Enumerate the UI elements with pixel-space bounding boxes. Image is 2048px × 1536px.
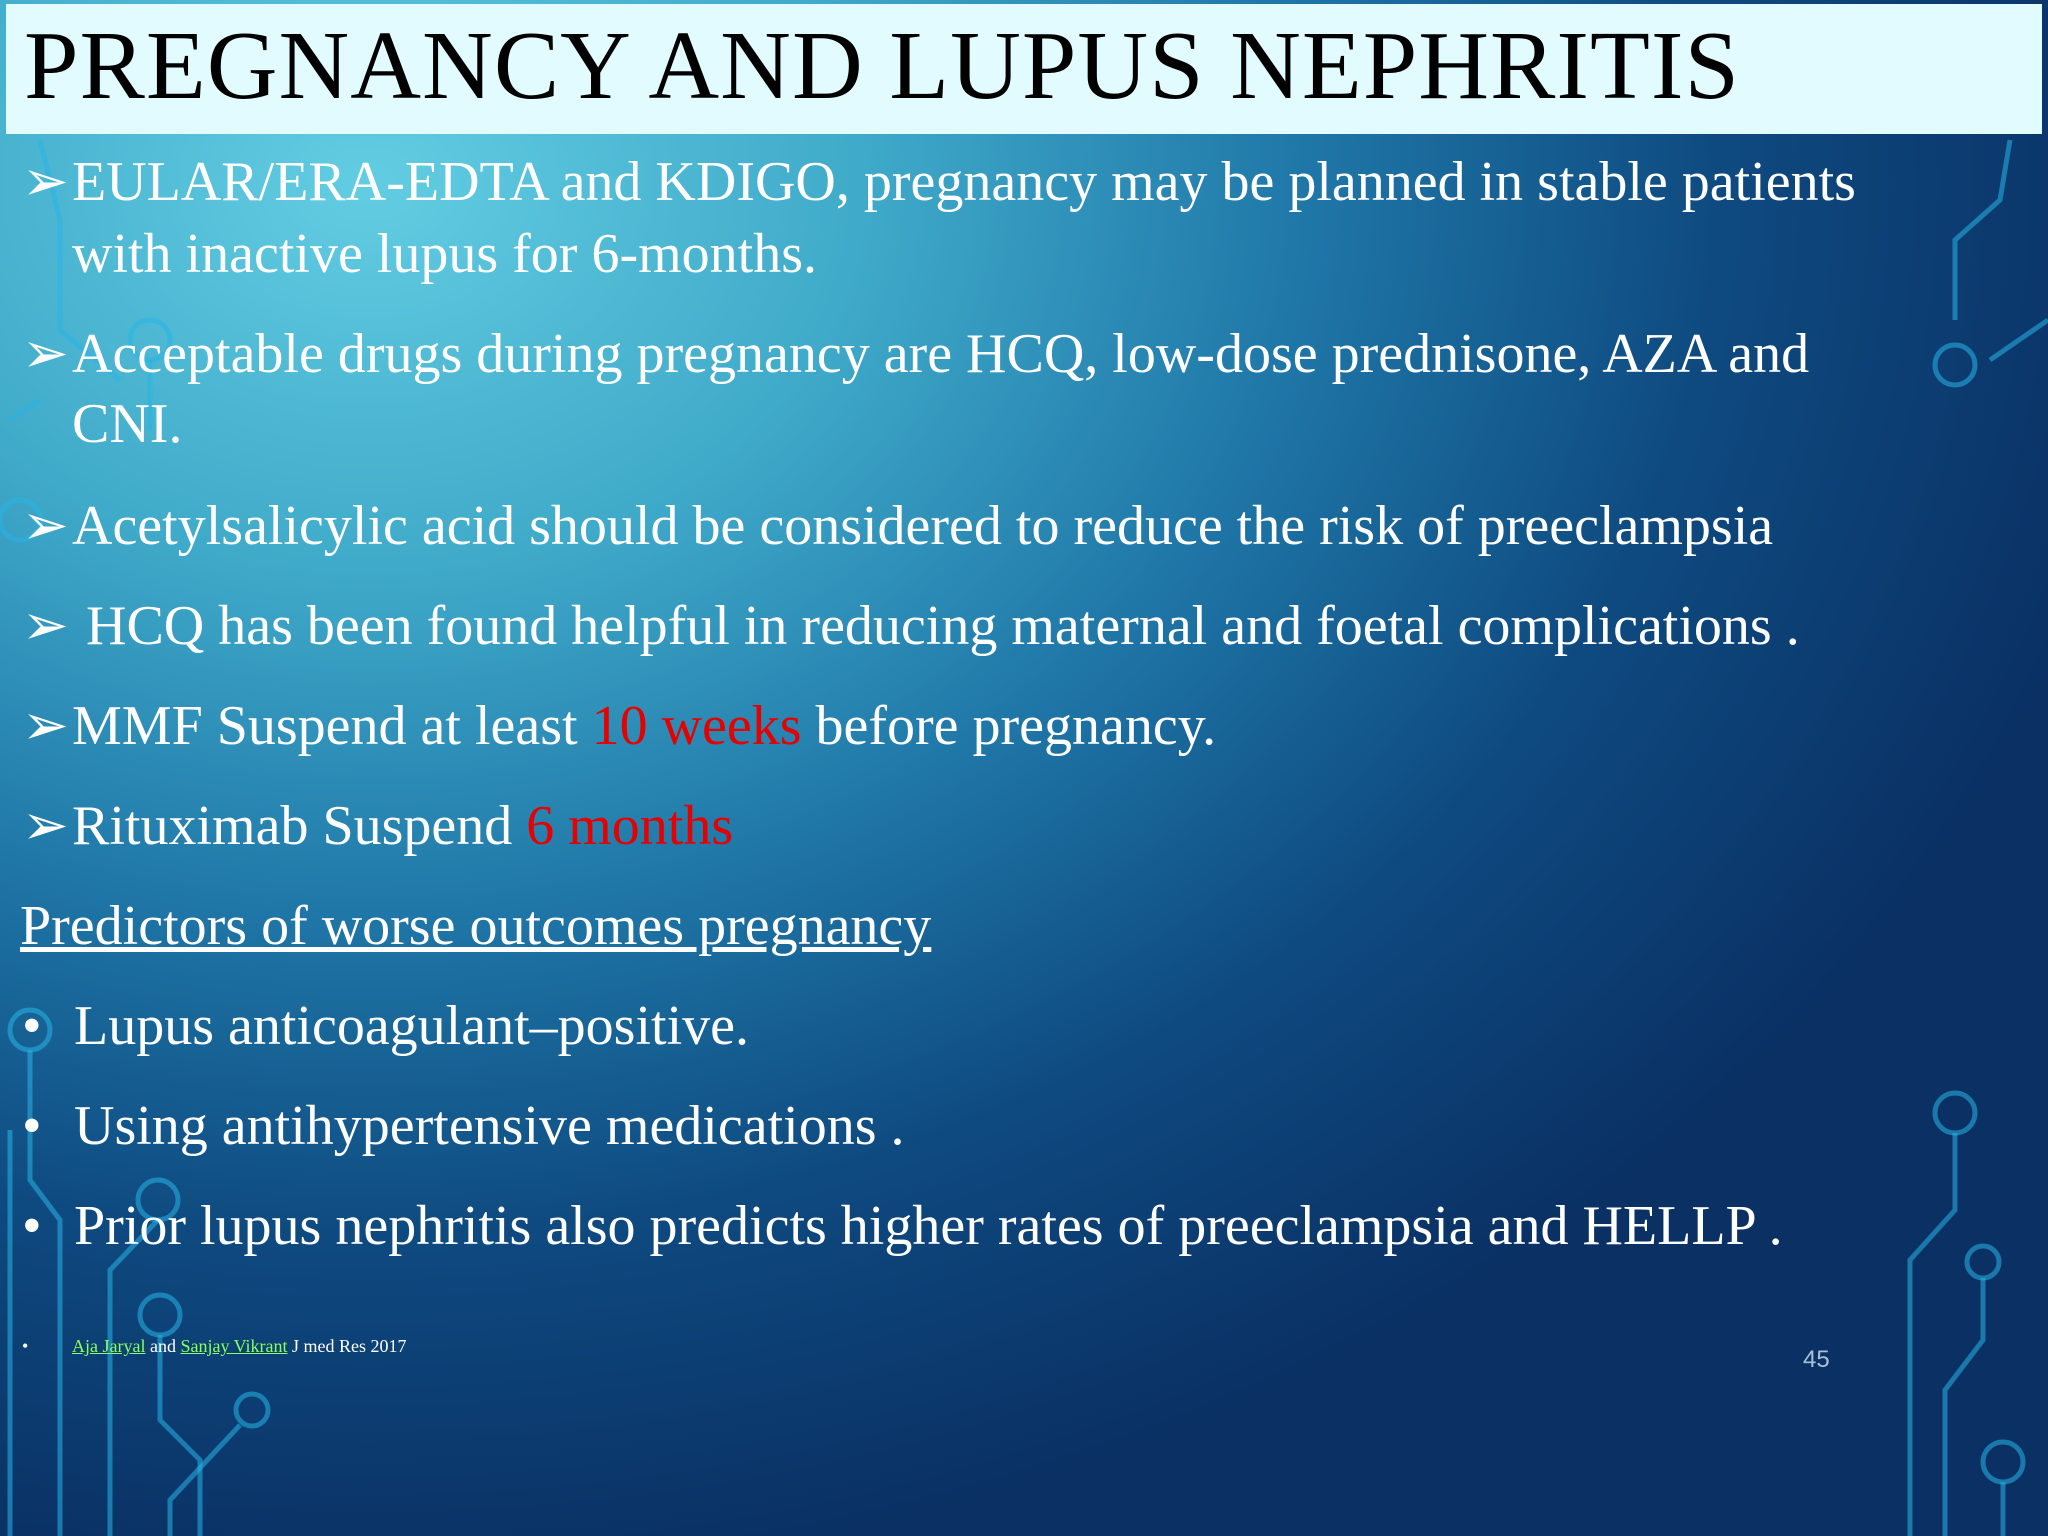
bullet-drugs: [22, 318, 1809, 390]
bullet-text: Acceptable drugs during pregnancy are HCQ, low-dose prednisone, AZA and: [72, 323, 1810, 385]
slide-title: PREGNANCY AND LUPUS NEPHRITIS: [24, 12, 1741, 120]
bullet-drugs-cont: [72, 388, 182, 460]
bullet-rituximab: [22, 790, 733, 862]
dot-bullet-icon: •: [22, 995, 42, 1057]
bullet-mmf: [22, 690, 1216, 762]
predictor-text: Using antihypertensive medications .: [74, 1095, 905, 1157]
bullet-hcq: [22, 590, 1800, 662]
highlight-duration: 6 months: [526, 795, 734, 857]
highlight-duration: 10 weeks: [591, 695, 802, 757]
bullet-text: Acetylsalicylic acid should be considered to reduce the risk of preeclampsia: [72, 495, 1774, 557]
page-number: 45: [1803, 1346, 1830, 1373]
bullet-text: before pregnancy.: [801, 695, 1217, 757]
bullet-text: with inactive lupus for 6-months.: [72, 223, 818, 285]
predictor-text: Prior lupus nephritis also predicts higher rates of preeclampsia and HELLP .: [74, 1195, 1783, 1257]
bullet-eular-cont: [72, 218, 817, 290]
author-link-vikrant[interactable]: Sanjay Vikrant: [180, 1336, 288, 1356]
footer-bullet: •: [22, 1336, 29, 1356]
bullet-aspirin: [22, 490, 1773, 562]
bullet-text: HCQ has been found helpful in reducing maternal and foetal complications .: [72, 595, 1800, 657]
predictor-item: [22, 1190, 1783, 1262]
arrow-bullet-icon: ➢: [22, 323, 69, 385]
predictors-heading: Predictors of worse outcomes pregnancy: [20, 895, 932, 957]
dot-bullet-icon: •: [22, 1195, 42, 1257]
arrow-bullet-icon: ➢: [22, 151, 69, 213]
citation-footer: [22, 1336, 407, 1357]
bullet-text: Rituximab Suspend: [72, 795, 527, 857]
bullet-text: EULAR/ERA-EDTA and KDIGO, pregnancy may be planned in stable patients: [72, 151, 1856, 213]
predictor-item: [22, 990, 749, 1062]
arrow-bullet-icon: ➢: [22, 695, 69, 757]
bullet-eular: [22, 146, 1856, 218]
arrow-bullet-icon: ➢: [22, 595, 69, 657]
footer-text: and: [145, 1336, 181, 1356]
dot-bullet-icon: •: [22, 1095, 42, 1157]
footer-text: J med Res 2017: [287, 1336, 407, 1356]
arrow-bullet-icon: ➢: [22, 795, 69, 857]
bullet-text: CNI.: [72, 393, 183, 455]
bullet-text: MMF Suspend at least: [72, 695, 592, 757]
arrow-bullet-icon: ➢: [22, 495, 69, 557]
author-link-jaryal[interactable]: Aja Jaryal: [72, 1336, 146, 1356]
predictor-item: [22, 1090, 904, 1162]
predictor-text: Lupus anticoagulant–positive.: [74, 995, 749, 1057]
